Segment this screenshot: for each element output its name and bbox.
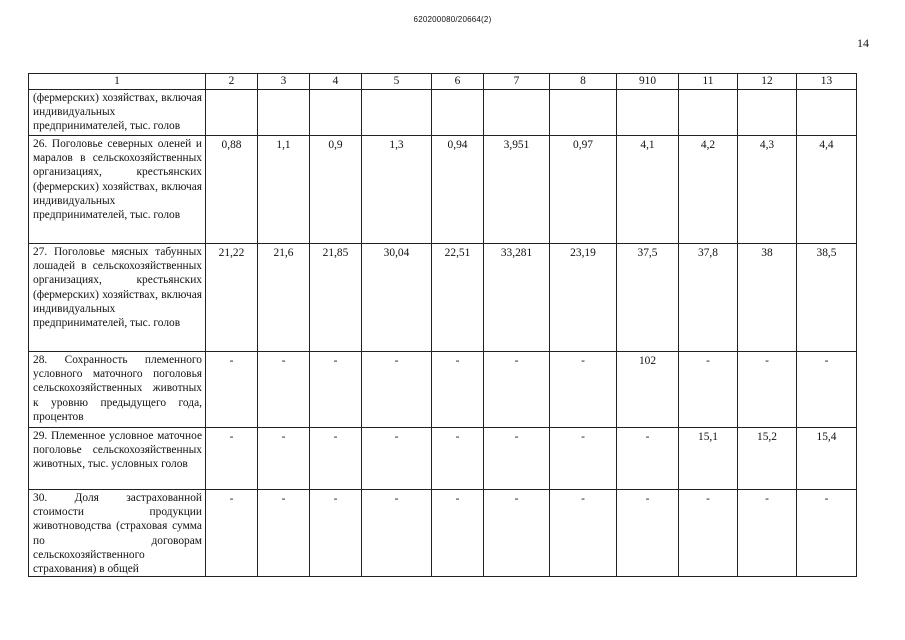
value-cell [484, 90, 550, 136]
value-cell: - [484, 490, 550, 577]
indicator-cell: 29. Племенное условное маточное поголовье сельскохозяйственных животных, тыс. условных голов [29, 428, 206, 490]
header-cell: 7 [484, 74, 550, 90]
value-cell: - [550, 352, 617, 428]
indicator-cell: 26. Поголовье северных оленей и маралов в сельскохозяйственных организациях, крестьянских (фермерских) хозяйствах, включая индивидуальных предпринимателей, тыс. голов [29, 136, 206, 244]
header-cell: 910 [617, 74, 679, 90]
value-cell [550, 90, 617, 136]
value-cell: 102 [617, 352, 679, 428]
value-cell: 4,2 [679, 136, 738, 244]
table-row [29, 136, 857, 244]
value-cell: - [362, 428, 432, 490]
value-cell: 15,2 [738, 428, 797, 490]
header-cell: 2 [206, 74, 258, 90]
value-cell: - [258, 352, 310, 428]
value-cell: 1,3 [362, 136, 432, 244]
value-cell: - [550, 428, 617, 490]
value-cell: - [362, 352, 432, 428]
value-cell: - [432, 428, 484, 490]
value-cell: 4,4 [797, 136, 857, 244]
value-cell: - [310, 490, 362, 577]
header-cell: 1 [29, 74, 206, 90]
table-row [29, 352, 857, 428]
value-cell: - [206, 490, 258, 577]
value-cell: 0,9 [310, 136, 362, 244]
value-cell: 15,4 [797, 428, 857, 490]
data-table [28, 73, 857, 577]
value-cell: - [310, 428, 362, 490]
value-cell: 23,19 [550, 244, 617, 352]
indicator-cell: 28. Сохранность племенного условного маточного поголовья сельскохозяйственных животных к уровню предыдущего года, процентов [29, 352, 206, 428]
value-cell: - [310, 352, 362, 428]
header-cell: 3 [258, 74, 310, 90]
value-cell: - [484, 352, 550, 428]
table-row [29, 428, 857, 490]
value-cell: - [258, 428, 310, 490]
value-cell: 0,97 [550, 136, 617, 244]
value-cell: - [484, 428, 550, 490]
table-row [29, 490, 857, 577]
value-cell: - [432, 352, 484, 428]
value-cell: 4,1 [617, 136, 679, 244]
value-cell: - [738, 352, 797, 428]
page-number: 14 [857, 36, 869, 50]
document-id: 620200080/20664(2) [413, 15, 492, 24]
value-cell [679, 90, 738, 136]
header-cell: 11 [679, 74, 738, 90]
table-row [29, 90, 857, 136]
value-cell: 33,281 [484, 244, 550, 352]
indicator-cell: 27. Поголовье мясных табунных лошадей в сельскохозяйственных организациях, крестьянских (фермерских) хозяйствах, включая индивидуальных предпринимателей, тыс. голов [29, 244, 206, 352]
value-cell: - [679, 490, 738, 577]
table-row [29, 244, 857, 352]
value-cell: 0,94 [432, 136, 484, 244]
value-cell: - [617, 490, 679, 577]
value-cell: - [362, 490, 432, 577]
value-cell: 21,85 [310, 244, 362, 352]
value-cell: 3,951 [484, 136, 550, 244]
value-cell [432, 90, 484, 136]
value-cell: - [432, 490, 484, 577]
value-cell [797, 90, 857, 136]
value-cell: - [738, 490, 797, 577]
value-cell [258, 90, 310, 136]
value-cell: 21,6 [258, 244, 310, 352]
value-cell: 38 [738, 244, 797, 352]
value-cell: 0,88 [206, 136, 258, 244]
value-cell: 22,51 [432, 244, 484, 352]
value-cell: - [797, 490, 857, 577]
value-cell: 15,1 [679, 428, 738, 490]
value-cell: - [258, 490, 310, 577]
value-cell: 30,04 [362, 244, 432, 352]
value-cell: - [206, 428, 258, 490]
indicator-cell: 30. Доля застрахованной стоимости продукции животноводства (страховая сумма по договорам сельскохозяйственного страхования) в общей [29, 490, 206, 577]
value-cell: - [679, 352, 738, 428]
header-cell: 6 [432, 74, 484, 90]
value-cell [206, 90, 258, 136]
value-cell [738, 90, 797, 136]
value-cell: 21,22 [206, 244, 258, 352]
value-cell [617, 90, 679, 136]
header-cell: 8 [550, 74, 617, 90]
indicator-cell: (фермерских) хозяйствах, включая индивидуальных предпринимателей, тыс. голов [29, 90, 206, 136]
value-cell [310, 90, 362, 136]
table-body [29, 74, 857, 577]
value-cell: 37,5 [617, 244, 679, 352]
header-cell: 5 [362, 74, 432, 90]
header-cell: 4 [310, 74, 362, 90]
header-row [29, 74, 857, 90]
value-cell: - [797, 352, 857, 428]
value-cell: 38,5 [797, 244, 857, 352]
header-cell: 12 [738, 74, 797, 90]
value-cell: 4,3 [738, 136, 797, 244]
value-cell [362, 90, 432, 136]
value-cell: 37,8 [679, 244, 738, 352]
value-cell: - [206, 352, 258, 428]
header-cell: 13 [797, 74, 857, 90]
value-cell: 1,1 [258, 136, 310, 244]
value-cell: - [617, 428, 679, 490]
value-cell: - [550, 490, 617, 577]
